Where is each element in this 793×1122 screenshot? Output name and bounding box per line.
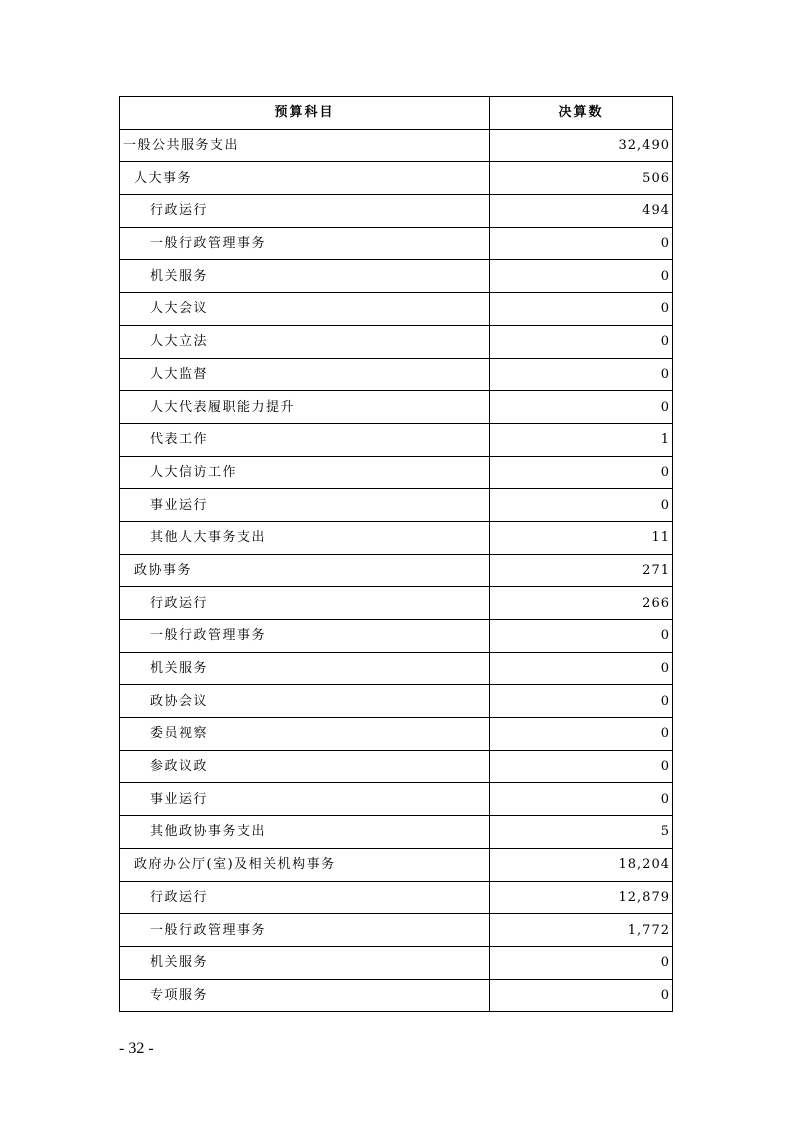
final-amount-value: 18,204 bbox=[490, 848, 673, 881]
header-row bbox=[120, 97, 673, 130]
budget-item-name: 行政运行 bbox=[120, 195, 490, 228]
table-row bbox=[120, 783, 673, 816]
final-amount-value: 0 bbox=[490, 750, 673, 783]
budget-item-name: 一般行政管理事务 bbox=[120, 227, 490, 260]
table-row bbox=[120, 554, 673, 587]
budget-item-name: 行政运行 bbox=[120, 587, 490, 620]
budget-item-name: 参政议政 bbox=[120, 750, 490, 783]
budget-item-name: 人大会议 bbox=[120, 293, 490, 326]
table-row bbox=[120, 423, 673, 456]
final-amount-value: 271 bbox=[490, 554, 673, 587]
table-row bbox=[120, 979, 673, 1012]
final-amount-value: 506 bbox=[490, 162, 673, 195]
table-row bbox=[120, 260, 673, 293]
table-row bbox=[120, 456, 673, 489]
header-final-amount: 决算数 bbox=[490, 97, 673, 130]
table-row bbox=[120, 881, 673, 914]
final-amount-value: 494 bbox=[490, 195, 673, 228]
table-row bbox=[120, 325, 673, 358]
budget-item-name: 机关服务 bbox=[120, 652, 490, 685]
table-row bbox=[120, 816, 673, 849]
table-row bbox=[120, 620, 673, 653]
budget-item-name: 人大立法 bbox=[120, 325, 490, 358]
budget-item-name: 事业运行 bbox=[120, 489, 490, 522]
final-amount-value: 0 bbox=[490, 979, 673, 1012]
table-row bbox=[120, 848, 673, 881]
table-row bbox=[120, 129, 673, 162]
budget-item-name: 一般行政管理事务 bbox=[120, 620, 490, 653]
table-row bbox=[120, 358, 673, 391]
table-row bbox=[120, 521, 673, 554]
final-amount-value: 0 bbox=[490, 260, 673, 293]
page-number: - 32 - bbox=[119, 1040, 154, 1057]
budget-table bbox=[119, 96, 673, 1012]
final-amount-value: 0 bbox=[490, 391, 673, 424]
final-amount-value: 1 bbox=[490, 423, 673, 456]
table-row bbox=[120, 914, 673, 947]
table-row bbox=[120, 652, 673, 685]
budget-item-name: 机关服务 bbox=[120, 946, 490, 979]
table-row bbox=[120, 946, 673, 979]
table-row bbox=[120, 227, 673, 260]
final-amount-value: 266 bbox=[490, 587, 673, 620]
table-row bbox=[120, 391, 673, 424]
budget-item-name: 政府办公厅(室)及相关机构事务 bbox=[120, 848, 490, 881]
final-amount-value: 0 bbox=[490, 946, 673, 979]
header-budget-item: 预算科目 bbox=[120, 97, 490, 130]
final-amount-value: 1,772 bbox=[490, 914, 673, 947]
budget-item-name: 其他人大事务支出 bbox=[120, 521, 490, 554]
table-row bbox=[120, 685, 673, 718]
final-amount-value: 0 bbox=[490, 456, 673, 489]
final-amount-value: 0 bbox=[490, 718, 673, 751]
final-amount-value: 0 bbox=[490, 685, 673, 718]
budget-item-name: 机关服务 bbox=[120, 260, 490, 293]
final-amount-value: 0 bbox=[490, 783, 673, 816]
budget-item-name: 人大信访工作 bbox=[120, 456, 490, 489]
final-amount-value: 0 bbox=[490, 358, 673, 391]
final-amount-value: 5 bbox=[490, 816, 673, 849]
budget-item-name: 一般公共服务支出 bbox=[120, 129, 490, 162]
final-amount-value: 0 bbox=[490, 293, 673, 326]
table-row bbox=[120, 489, 673, 522]
budget-item-name: 其他政协事务支出 bbox=[120, 816, 490, 849]
final-amount-value: 11 bbox=[490, 521, 673, 554]
final-amount-value: 12,879 bbox=[490, 881, 673, 914]
table-row bbox=[120, 162, 673, 195]
final-amount-value: 32,490 bbox=[490, 129, 673, 162]
budget-item-name: 专项服务 bbox=[120, 979, 490, 1012]
budget-item-name: 行政运行 bbox=[120, 881, 490, 914]
final-amount-value: 0 bbox=[490, 325, 673, 358]
final-amount-value: 0 bbox=[490, 620, 673, 653]
table-row bbox=[120, 750, 673, 783]
budget-item-name: 委员视察 bbox=[120, 718, 490, 751]
final-amount-value: 0 bbox=[490, 227, 673, 260]
table-row bbox=[120, 293, 673, 326]
table-body bbox=[120, 129, 673, 1012]
budget-item-name: 事业运行 bbox=[120, 783, 490, 816]
budget-item-name: 人大事务 bbox=[120, 162, 490, 195]
budget-item-name: 政协会议 bbox=[120, 685, 490, 718]
budget-item-name: 代表工作 bbox=[120, 423, 490, 456]
final-amount-value: 0 bbox=[490, 652, 673, 685]
table-row bbox=[120, 587, 673, 620]
table-row bbox=[120, 718, 673, 751]
budget-item-name: 一般行政管理事务 bbox=[120, 914, 490, 947]
budget-item-name: 人大代表履职能力提升 bbox=[120, 391, 490, 424]
table-row bbox=[120, 195, 673, 228]
budget-item-name: 政协事务 bbox=[120, 554, 490, 587]
budget-item-name: 人大监督 bbox=[120, 358, 490, 391]
final-amount-value: 0 bbox=[490, 489, 673, 522]
